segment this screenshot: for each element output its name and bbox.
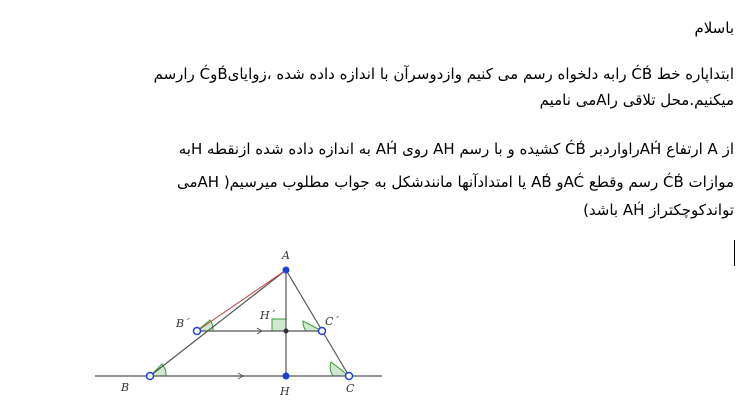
greeting-text: باسلام [694,19,734,37]
side-AC [286,270,349,376]
paragraph-2-line-2: موازات ĆB́ رسم وقطع AĆو AB́ یا امتدادآنها مانندشکل به جواب مطلوب میرسیم( AHمی [176,173,734,191]
label-B: B [121,381,130,394]
label-B-prime: B´ [176,317,190,330]
point-C [346,373,353,380]
point-B [147,373,154,380]
label-C-prime: C´ [325,315,339,328]
point-A [283,267,290,274]
side-AB [150,270,286,376]
paragraph-2-line-1: از A ارتفاع AH́راواردبر ĆB́ کشیده و با رسم AH روی AH́ به اندازه داده شده ازنقطه Hبه [178,140,734,158]
paragraph-1-line-2: میکنیم.محل تلاقی راAمی نامیم [539,91,734,109]
label-H: H [280,385,290,398]
label-A: A [282,249,290,262]
point-B-prime [194,328,201,335]
label-H-prime: H´ [260,309,276,322]
paragraph-2-line-3: تواندکوچکتراز AH́ باشد) [583,201,734,219]
geometry-figure [0,240,742,418]
label-C: C [346,382,355,395]
point-H [283,373,290,380]
point-C-prime [319,328,326,335]
paragraph-1-line-1: ابتداپاره خط ĆB́ رابه دلخواه رسم می کنیم وازدوسرآن با اندازه داده شده ،زوایایB́وĆ رارسم [153,65,734,83]
point-H-prime [284,329,289,334]
